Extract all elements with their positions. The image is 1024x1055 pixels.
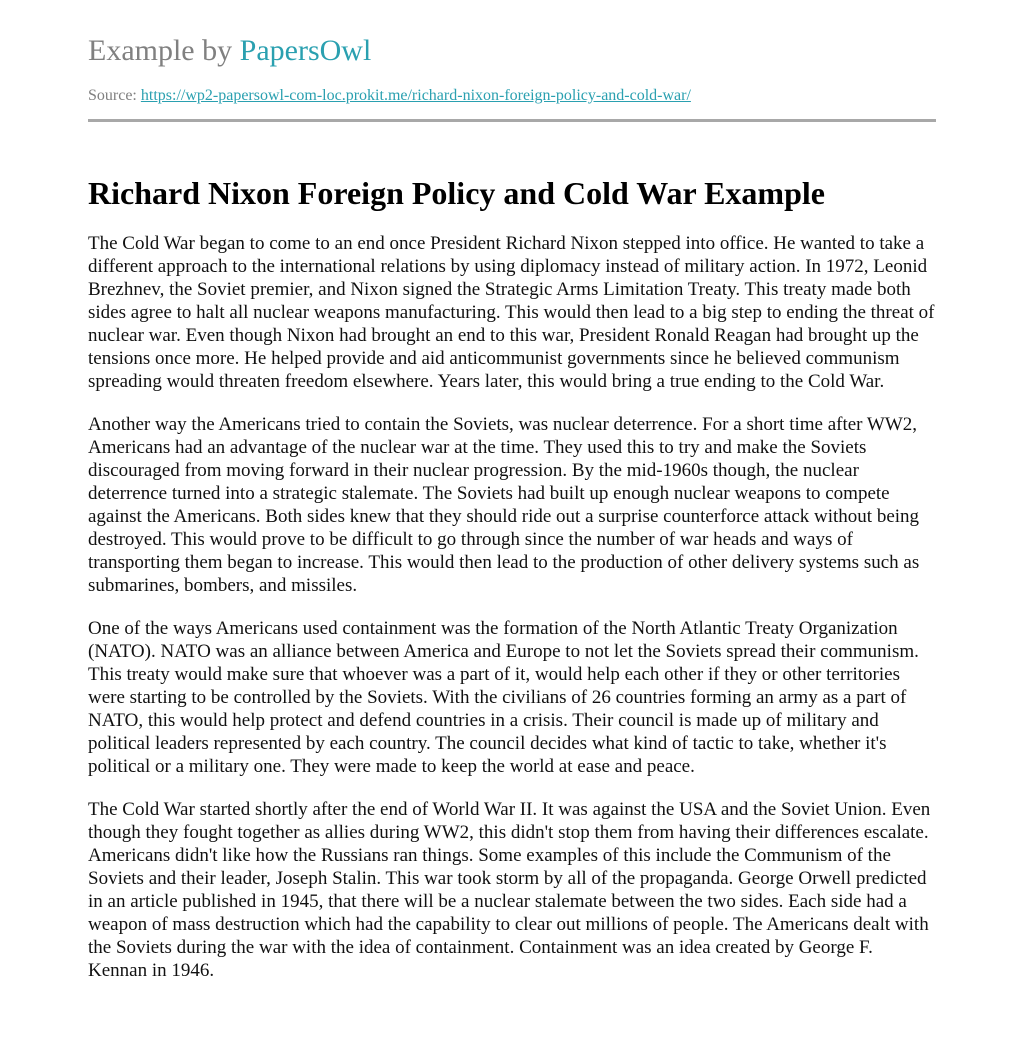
source-line (88, 86, 936, 106)
article-title: Richard Nixon Foreign Policy and Cold War Example (88, 175, 825, 211)
article-paragraph: The Cold War started shortly after the end of World War II. It was against the USA and the Soviet Union. Even though they fought together as allies during WW2, this didn't stop them from having their differences escalate. Americans didn't like how the Russians ran things. Some examples of this include the Communism of the Soviets and their leader, Joseph Stalin. This war took storm by all of the propaganda. George Orwell predicted in an article published in 1945, that there will be a nuclear stalemate between the two sides. Each side had a weapon of mass destruction which had the capability to clear out millions of people. The Americans dealt with the Soviets during the war with the idea of containment. Containment was an idea created by George F. Kennan in 1946. (88, 799, 931, 981)
source-label: Source: (88, 87, 137, 104)
header-divider (88, 119, 936, 122)
article-body (88, 232, 936, 982)
brand-prefix: Example by (88, 34, 233, 67)
document-page (88, 0, 936, 1002)
brand-heading (88, 0, 936, 71)
source-link[interactable]: https://wp2-papersowl-com-loc.prokit.me/richard-nixon-foreign-policy-and-cold-war/ (140, 87, 691, 104)
brand-name: PapersOwl (239, 34, 372, 67)
article-paragraph: One of the ways Americans used containment was the formation of the North Atlantic Treaty Organization (NATO). NATO was an alliance between America and Europe to not let the Soviets spread their communism. This treaty would make sure that whoever was a part of it, would help each other if they or other territories were starting to be controlled by the Soviets. With the civilians of 26 countries forming an army as a part of NATO, this would help protect and defend countries in a crisis. Their council is made up of military and political leaders represented by each country. The council decides what kind of tactic to take, whether it's political or a military one. They were made to keep the world at ease and peace. (88, 618, 919, 777)
article-paragraph: The Cold War began to come to an end once President Richard Nixon stepped into office. He wanted to take a different approach to the international relations by using diplomacy instead of military action. In 1972, Leonid Brezhnev, the Soviet premier, and Nixon signed the Strategic Arms Limitation Treaty. This treaty made both sides agree to halt all nuclear weapons manufacturing. This would then lead to a big step to ending the threat of nuclear war. Even though Nixon had brought an end to this war, President Ronald Reagan had brought up the tensions once more. He helped provide and aid anticommunist governments since he believed communism spreading would threaten freedom elsewhere. Years later, this would bring a true ending to the Cold War. (88, 233, 935, 392)
article-paragraph: Another way the Americans tried to contain the Soviets, was nuclear deterrence. For a short time after WW2, Americans had an advantage of the nuclear war at the time. They used this to try and make the Soviets discouraged from moving forward in their nuclear progression. By the mid-1960s though, the nuclear deterrence turned into a strategic stalemate. The Soviets had built up enough nuclear weapons to compete against the Americans. Both sides knew that they should ride out a surprise counterforce attack without being destroyed. This would prove to be difficult to go through since the number of war heads and ways of transporting them began to increase. This would then lead to the production of other delivery systems such as submarines, bombers, and missiles. (88, 414, 920, 596)
